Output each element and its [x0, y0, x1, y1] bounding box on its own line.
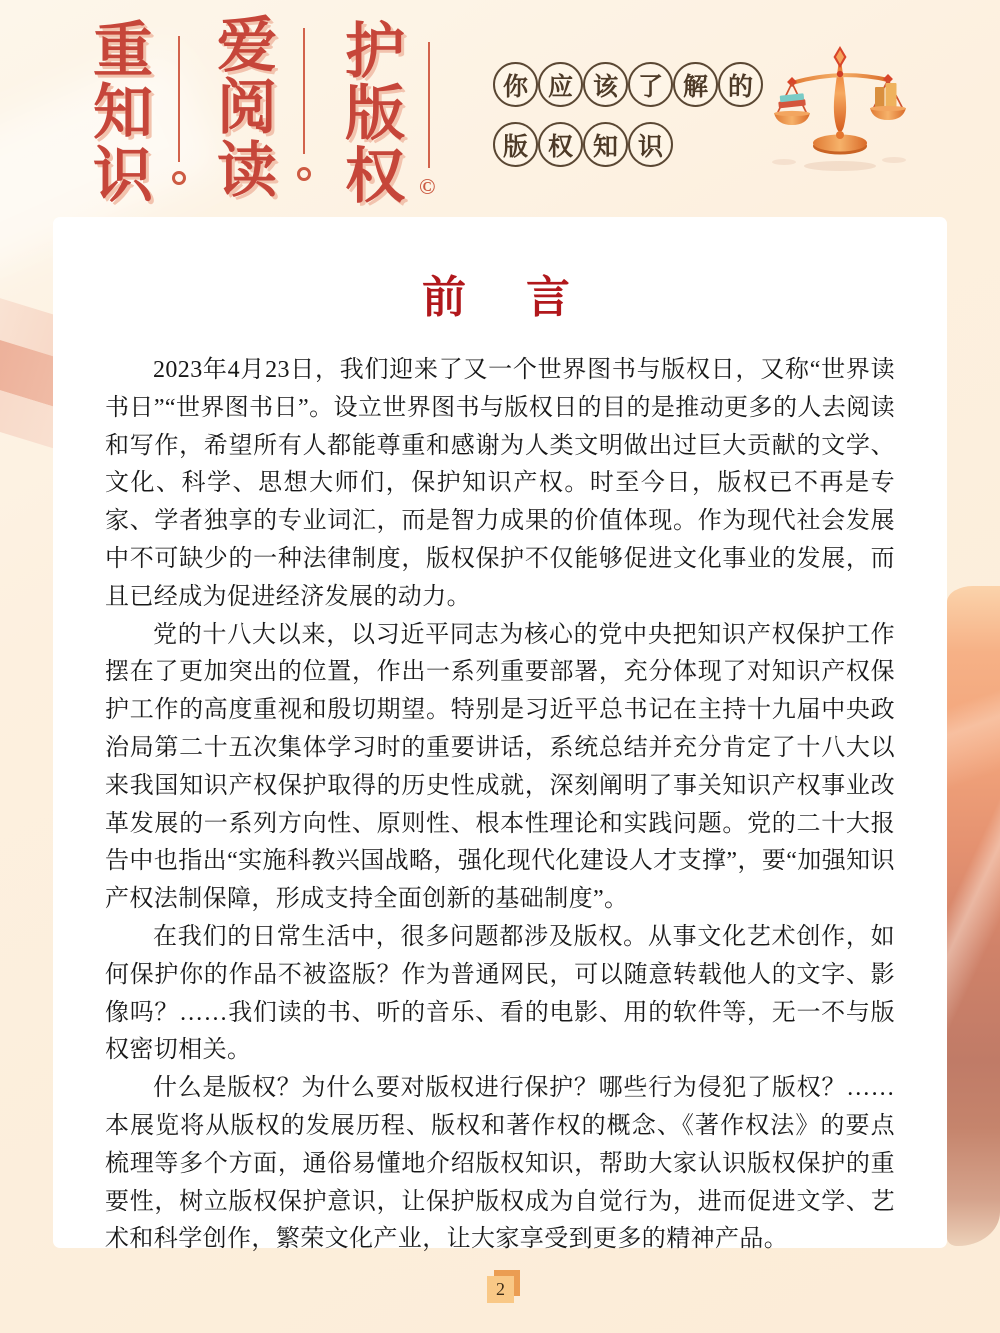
- page-number: 2: [487, 1276, 514, 1303]
- tagline-char-badge: 知: [583, 122, 628, 167]
- tagline-char-badge: 你: [493, 62, 538, 107]
- slogan-column-knowledge: 重知识: [93, 18, 153, 209]
- tagline-char-badge: 识: [628, 122, 673, 167]
- right-ribbon-decoration: [947, 586, 1000, 1246]
- page-title: 前 言: [422, 273, 578, 322]
- tagline-char-badge: 权: [538, 122, 583, 167]
- page-header: [0, 0, 1000, 220]
- ideographic-period-mark: [297, 167, 311, 181]
- tagline-char-badge: 解: [673, 62, 718, 107]
- tagline-row: [493, 62, 763, 107]
- slogan-column-copyright: 护版权: [345, 19, 405, 210]
- tagline-char-badge: 该: [583, 62, 628, 107]
- copyright-symbol: ©: [419, 174, 436, 199]
- slogan-divider-line: [303, 28, 305, 154]
- content-card: [53, 217, 947, 1253]
- slogan-column-reading: 爱阅读: [217, 13, 277, 204]
- tagline-char-badge: 应: [538, 62, 583, 107]
- page-number-badge: [487, 1270, 521, 1303]
- balance-scale-icon: [770, 42, 910, 182]
- preface-paragraph: 2023年4月23日，我们迎来了又一个世界图书与版权日，又称“世界读书日”“世界图书日”。设立世界图书与版权日的目的是推动更多的人去阅读和写作，希望所有人都能尊重和感谢为人类文明做出过巨大贡献的文学、文化、科学、思想大师们，保护知识产权。时至今日，版权已不再是专家、学者独享的专业词汇，而是智力成果的价值体现。作为现代社会发展中不可缺少的一种法律制度，版权保护不仅能够促进文化事业的发展，而且已经成为促进经济发展的动力。: [105, 357, 895, 610]
- slogan-divider-line: [428, 42, 430, 168]
- ideographic-period-mark: [172, 171, 186, 185]
- preface-paragraph: 在我们的日常生活中，很多问题都涉及版权。从事文化艺术创作，如何保护你的作品不被盗版？作为普通网民，可以随意转载他人的文字、影像吗？……我们读的书、听的音乐、看的电影、用的软件等，无一不与版权密切相关。: [105, 923, 895, 1064]
- tagline-char-badge: 的: [718, 62, 763, 107]
- tagline-row: [493, 122, 763, 167]
- slogan-divider-line: [178, 36, 180, 162]
- tagline-char-badge: 版: [493, 122, 538, 167]
- preface-paragraph: 什么是版权？为什么要对版权进行保护？哪些行为侵犯了版权？……本展览将从版权的发展历程、版权和著作权的概念、《著作权法》的要点梳理等多个方面，通俗易懂地介绍版权知识，帮助大家认识版权保护的重要性，树立版权保护意识，让保护版权成为自觉行为，进而促进文学、艺术和科学创作，繁荣文化产业，让大家享受到更多的精神产品。: [105, 1075, 895, 1253]
- tagline-char-badge: 了: [628, 62, 673, 107]
- tagline-badges: [493, 62, 763, 167]
- preface-paragraph: 党的十八大以来，以习近平同志为核心的党中央把知识产权保护工作摆在了更加突出的位置，作出一系列重要部署，充分体现了对知识产权保护工作的高度重视和殷切期望。特别是习近平总书记在主持十九届中央政治局第二十五次集体学习时的重要讲话，系统总结并充分肯定了十八大以来我国知识产权保护取得的历史性成就，深刻阐明了事关知识产权事业改革发展的一系列方向性、原则性、根本性理论和实践问题。党的二十大报告中也指出“实施科教兴国战略，强化现代化建设人才支撑”，要“加强知识产权法制保障，形成支持全面创新的基础制度”。: [105, 621, 895, 913]
